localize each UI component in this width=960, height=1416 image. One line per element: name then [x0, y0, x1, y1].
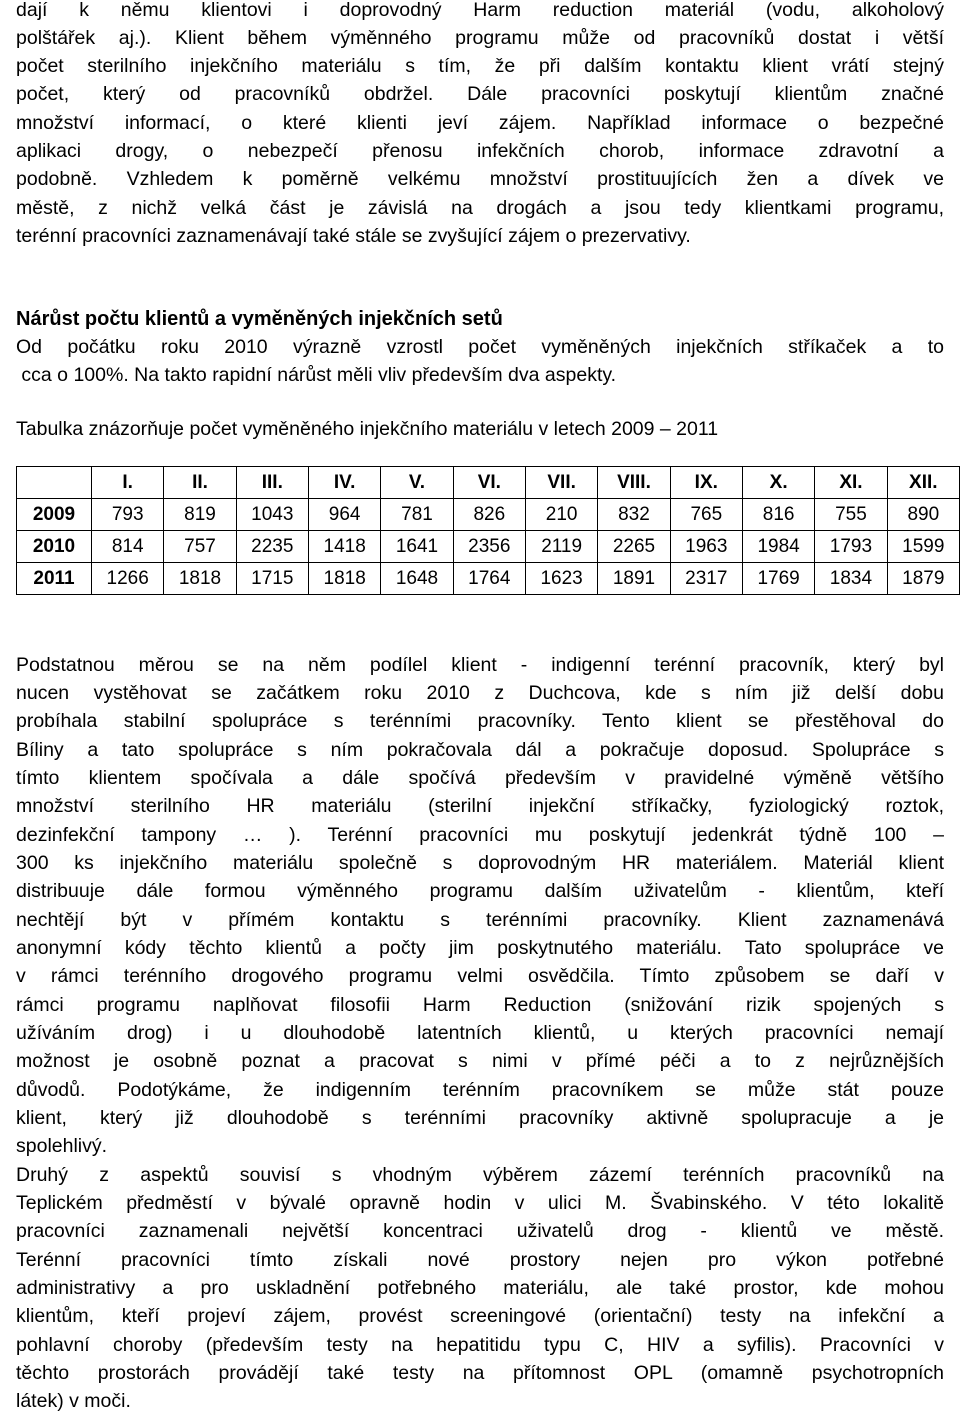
month-header: V. — [381, 467, 453, 499]
body-line: tímto klientem spočívala a dále spočívá především v pravidelné výměně většího — [16, 767, 944, 789]
month-header: VIII. — [598, 467, 670, 499]
month-header: X. — [742, 467, 814, 499]
body-line: Druhý z aspektů souvisí s vhodným výběrem zázemí terénních pracovníků na — [16, 1164, 944, 1186]
value-cell: 1891 — [598, 563, 670, 595]
year-cell: 2011 — [17, 563, 92, 595]
month-header: II. — [164, 467, 236, 499]
value-cell: 816 — [742, 499, 814, 531]
year-cell: 2010 — [17, 531, 92, 563]
value-cell: 2317 — [670, 563, 742, 595]
value-cell: 2265 — [598, 531, 670, 563]
body-line: těchto prostorách provádějí také testy na přítomnost OPL (omamně psychotropních — [16, 1362, 944, 1384]
month-header: XI. — [815, 467, 887, 499]
value-cell: 757 — [164, 531, 236, 563]
value-cell: 2235 — [236, 531, 308, 563]
body-line: anonymní kódy těchto klientů a počty jim poskytnutého materiálu. Tato spolupráce ve — [16, 937, 944, 959]
body-line: užíváním drog) i u dlouhodobě latentních klientů, u kterých pracovníci nemají — [16, 1022, 944, 1044]
intro-line: polštářek aj.). Klient během výměnného programu může od pracovníků dostat i větší — [16, 27, 944, 49]
value-cell: 826 — [453, 499, 525, 531]
body-line: Podstatnou měrou se na něm podílel klient - indigenní terénní pracovník, který byl — [16, 654, 944, 676]
value-cell: 1963 — [670, 531, 742, 563]
intro-line: počet sterilního injekčního materiálu s tím, že při dalším kontaktu klient vrátí stejný — [16, 55, 944, 77]
value-cell: 1043 — [236, 499, 308, 531]
value-cell: 2119 — [525, 531, 597, 563]
value-cell: 755 — [815, 499, 887, 531]
value-cell: 1599 — [887, 531, 959, 563]
body-line: možnost je osobně poznat a pracovat s nimi v přímé péči a to z nejrůznějších — [16, 1050, 944, 1072]
body-line: nechtějí být v přímém kontaktu s terénními pracovníky. Klient zaznamenává — [16, 909, 944, 931]
body-line: Terénní pracovníci tímto získali nové prostory nejen pro výkon potřebné — [16, 1249, 944, 1271]
intro-line: podobně. Vzhledem k poměrně velkému množství prostituujících žen a dívek ve — [16, 168, 944, 190]
value-cell: 1879 — [887, 563, 959, 595]
body-line: dezinfekční tampony … ). Terénní pracovníci mu poskytují jedenkrát týdně 100 – — [16, 824, 944, 846]
body-line: nucen vystěhovat se začátkem roku 2010 z Duchcova, kde s ním již delší dobu — [16, 682, 944, 704]
intro-line: dají k němu klientovi i doprovodný Harm reduction materiál (vodu, alkoholový — [16, 0, 944, 21]
value-cell: 1418 — [308, 531, 380, 563]
value-cell: 890 — [887, 499, 959, 531]
body-line: látek) v moči. — [16, 1390, 131, 1412]
value-cell: 814 — [92, 531, 164, 563]
body-line: administrativy a pro uskladnění potřebného materiálu, ale také prostor, kde mohou — [16, 1277, 944, 1299]
value-cell: 1793 — [815, 531, 887, 563]
value-cell: 2356 — [453, 531, 525, 563]
intro-line: městě, z nichž velká část je závislá na drogách a jsou tedy klientkami programu, — [16, 197, 944, 219]
table-row — [17, 531, 960, 563]
body-line: důvodů. Podotýkáme, že indigenním terénním pracovníkem se může stát pouze — [16, 1079, 944, 1101]
month-header: III. — [236, 467, 308, 499]
intro-line: množství informací, o které klienti jeví zájem. Například informace o bezpečné — [16, 112, 944, 134]
value-cell: 1818 — [308, 563, 380, 595]
body-line: spolehlivý. — [16, 1135, 108, 1157]
value-cell: 819 — [164, 499, 236, 531]
value-cell: 832 — [598, 499, 670, 531]
month-header: VII. — [525, 467, 597, 499]
value-cell: 1818 — [164, 563, 236, 595]
syringe-exchange-table — [16, 466, 960, 595]
month-header: IV. — [308, 467, 380, 499]
value-cell: 1648 — [381, 563, 453, 595]
month-header: XII. — [887, 467, 959, 499]
value-cell: 1266 — [92, 563, 164, 595]
value-cell: 1715 — [236, 563, 308, 595]
intro-line: terénní pracovníci zaznamenávají také stále se zvyšující zájem o prezervativy. — [16, 225, 691, 247]
body-line: množství sterilního HR materiálu (sterilní injekční stříkačky, fyziologický roztok, — [16, 795, 944, 817]
intro-line: počet, který od pracovníků obdržel. Dále pracovníci poskytují klientům značné — [16, 83, 944, 105]
section-line: cca o 100%. Na takto rapidní nárůst měli vliv především dva aspekty. — [16, 364, 617, 386]
value-cell: 210 — [525, 499, 597, 531]
body-line: distribuuje dále formou výměnného programu dalším uživatelům - klientům, kteří — [16, 880, 944, 902]
value-cell: 765 — [670, 499, 742, 531]
section-heading: Nárůst počtu klientů a vyměněných injekčních setů — [16, 308, 503, 330]
body-line: klientům, kteří projeví zájem, provést screeningové (orientační) testy na infekční a — [16, 1305, 944, 1327]
value-cell: 1623 — [525, 563, 597, 595]
table-caption: Tabulka znázorňuje počet vyměněného injekčního materiálu v letech 2009 – 2011 — [16, 418, 719, 440]
value-cell: 793 — [92, 499, 164, 531]
body-line: 300 ks injekčního materiálu společně s doprovodným HR materiálem. Materiál klient — [16, 852, 944, 874]
body-line: pracovníci zaznamenali největší koncentraci uživatelů drog - klientů ve městě. — [16, 1220, 944, 1242]
body-line: Teplickém předměstí v bývalé opravně hodin v ulici M. Švabinského. V této lokalitě — [16, 1192, 944, 1214]
value-cell: 964 — [308, 499, 380, 531]
value-cell: 1769 — [742, 563, 814, 595]
table-corner-cell — [17, 467, 92, 499]
month-header: I. — [92, 467, 164, 499]
intro-line: aplikaci drogy, o nebezpečí přenosu infekčních chorob, informace zdravotní a — [16, 140, 944, 162]
month-header: VI. — [453, 467, 525, 499]
body-line: v rámci terénního drogového programu velmi osvědčila. Tímto způsobem se daří v — [16, 965, 944, 987]
value-cell: 781 — [381, 499, 453, 531]
body-line: probíhala stabilní spolupráce s terénními pracovníky. Tento klient se přestěhoval do — [16, 710, 944, 732]
table-row — [17, 499, 960, 531]
value-cell: 1641 — [381, 531, 453, 563]
year-cell: 2009 — [17, 499, 92, 531]
section-line: Od počátku roku 2010 výrazně vzrostl počet vyměněných injekčních stříkaček a to — [16, 336, 944, 358]
body-line: klient, který již dlouhodobě s terénními pracovníky aktivně spolupracuje a je — [16, 1107, 944, 1129]
body-line: rámci programu naplňovat filosofii Harm Reduction (snižování rizik spojených s — [16, 994, 944, 1016]
table-row — [17, 563, 960, 595]
value-cell: 1984 — [742, 531, 814, 563]
value-cell: 1834 — [815, 563, 887, 595]
body-line: Bíliny a tato spolupráce s ním pokračovala dál a pokračuje doposud. Spolupráce s — [16, 739, 944, 761]
month-header: IX. — [670, 467, 742, 499]
table-header-row — [17, 467, 960, 499]
value-cell: 1764 — [453, 563, 525, 595]
body-line: pohlavní choroby (především testy na hepatitidu typu C, HIV a syfilis). Pracovníci v — [16, 1334, 944, 1356]
